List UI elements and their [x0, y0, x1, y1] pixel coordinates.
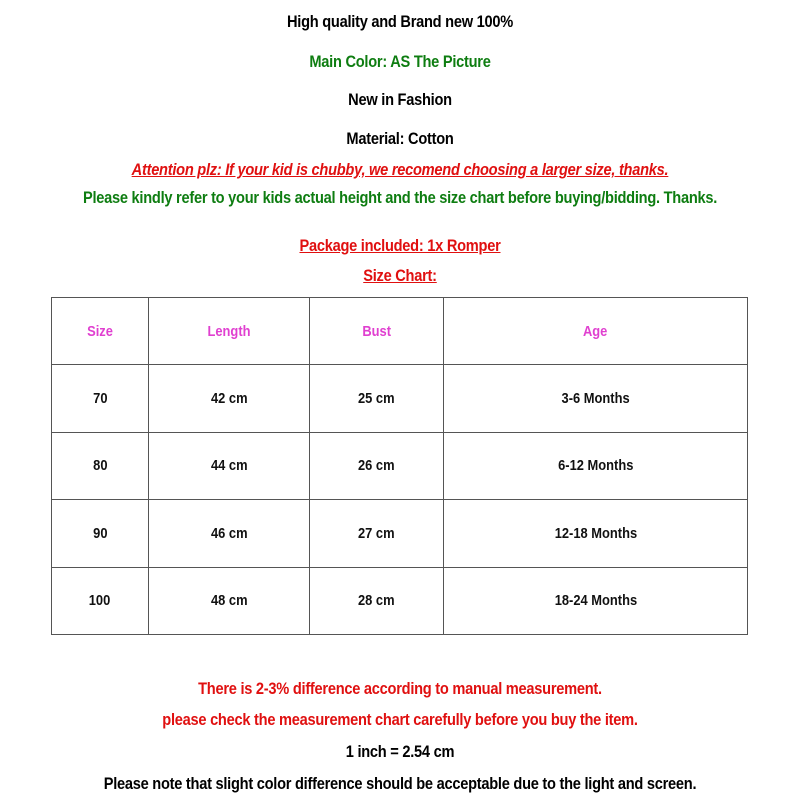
- cell-age: 6-12 Months: [444, 432, 748, 500]
- package-line: Package included: 1x Romper: [299, 236, 501, 255]
- cell-bust: 27 cm: [310, 500, 444, 568]
- cell-length: 46 cm: [149, 500, 310, 568]
- cell-bust: 25 cm: [310, 365, 444, 433]
- color-note: Please note that slight color difference should be acceptable due to the light and screen.: [103, 774, 697, 793]
- refer-line: Please kindly refer to your kids actual height and the size chart before buying/bidding. Thanks.: [82, 188, 718, 207]
- header-age: Age: [444, 298, 748, 365]
- check-note: please check the measurement chart carefully before you buy the item.: [162, 710, 638, 729]
- material-line: Material: Cotton: [346, 129, 454, 148]
- header-size: Size: [52, 298, 149, 365]
- table-row: [52, 567, 748, 635]
- cell-bust: 26 cm: [310, 432, 444, 500]
- cell-length: 42 cm: [149, 365, 310, 433]
- cell-size: 90: [52, 500, 149, 568]
- quality-line: High quality and Brand new 100%: [287, 12, 513, 31]
- fashion-line: New in Fashion: [348, 90, 452, 109]
- table-row: [52, 432, 748, 500]
- header-length: Length: [149, 298, 310, 365]
- difference-note: There is 2-3% difference according to manual measurement.: [198, 679, 602, 698]
- cell-age: 12-18 Months: [444, 500, 748, 568]
- cell-age: 18-24 Months: [444, 567, 748, 635]
- size-chart-table: [51, 297, 748, 635]
- table-row: [52, 365, 748, 433]
- cell-length: 44 cm: [149, 432, 310, 500]
- table-row: [52, 500, 748, 568]
- attention-line: Attention plz: If your kid is chubby, we recomend choosing a larger size, thanks.: [131, 160, 669, 179]
- cell-size: 100: [52, 567, 149, 635]
- cell-size: 80: [52, 432, 149, 500]
- cell-length: 48 cm: [149, 567, 310, 635]
- size-chart-title: Size Chart:: [363, 266, 437, 285]
- main-color-line: Main Color: AS The Picture: [309, 52, 491, 71]
- cell-size: 70: [52, 365, 149, 433]
- cell-age: 3-6 Months: [444, 365, 748, 433]
- cell-bust: 28 cm: [310, 567, 444, 635]
- header-bust: Bust: [310, 298, 444, 365]
- table-header-row: [52, 298, 748, 365]
- inch-note: 1 inch = 2.54 cm: [345, 742, 455, 761]
